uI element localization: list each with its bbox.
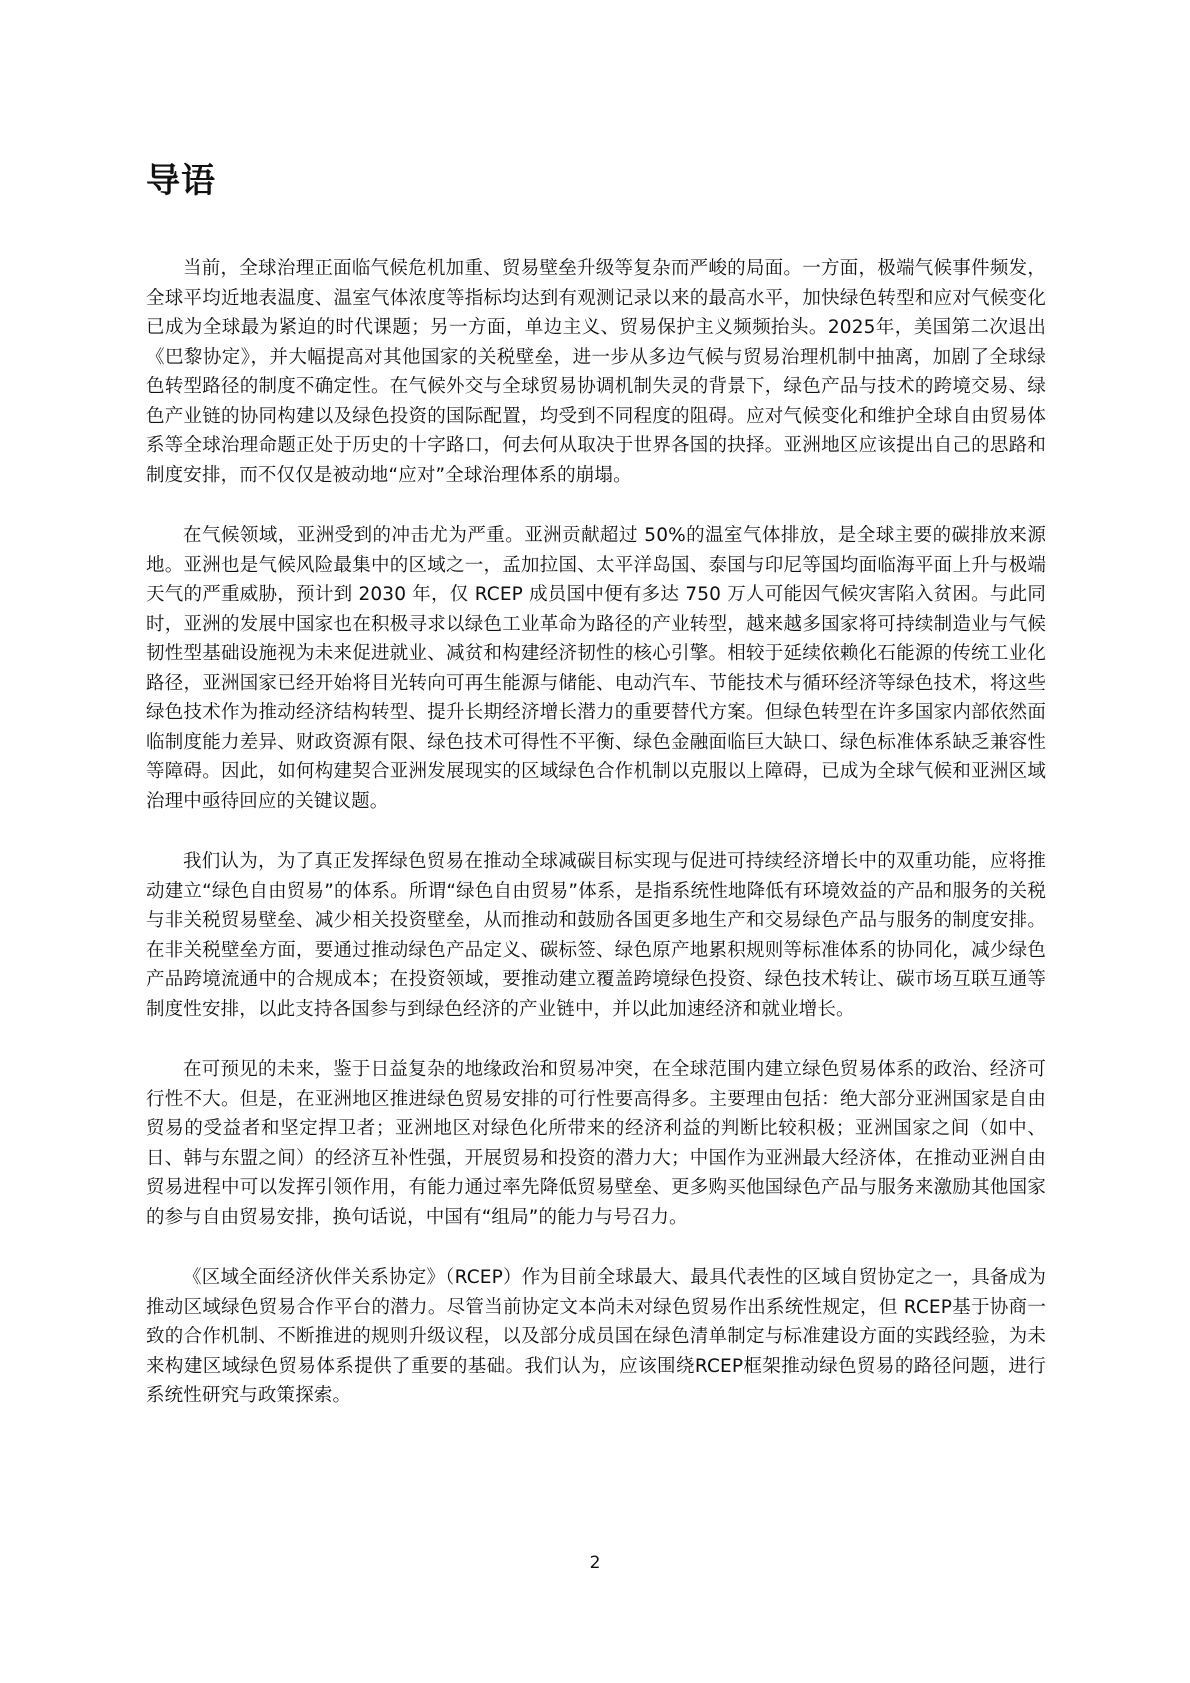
paragraph-5: 《区域全面经济伙伴关系协定》（RCEP）作为目前全球最大、最具代表性的区域自贸协定之一，具备成为推动区域绿色贸易合作平台的潜力。尽管当前协定文本尚未对绿色贸易作出系统性规定，但 RCEP基于协商一致的合作机制、不断推进的规则升级议程，以及部分成员国在绿色清单制定与标准建设方面的实践经验，为未来构建区域绿色贸易体系提供了重要的基础。我们认为，应该围绕RCEP框架推动绿色贸易的路径问题，进行系统性研究与政策探索。 (146, 1267, 1046, 1406)
paragraph-1: 当前，全球治理正面临气候危机加重、贸易壁垒升级等复杂而严峻的局面。一方面，极端气候事件频发，全球平均近地表温度、温室气体浓度等指标均达到有观测记录以来的最高水平，加快绿色转型和应对气候变化已成为全球最为紧迫的时代课题；另一方面，单边主义、贸易保护主义频频抬头。2025年，美国第二次退出《巴黎协定》，并大幅提高对其他国家的关税壁垒，进一步从多边气候与贸易治理机制中抽离，加剧了全球绿色转型路径的制度不确定性。在气候外交与全球贸易协调机制失灵的背景下，绿色产品与技术的跨境交易、绿色产业链的协同构建以及绿色投资的国际配置，均受到不同程度的阻碍。应对气候变化和维护全球自由贸易体系等全球治理命题正处于历史的十字路口，何去何从取决于世界各国的抉择。亚洲地区应该提出自己的思路和制度安排，而不仅仅是被动地“应对”全球治理体系的崩塌。 (146, 258, 1046, 486)
page-number: 2 (589, 1553, 601, 1573)
paragraph-3: 我们认为，为了真正发挥绿色贸易在推动全球减碳目标实现与促进可持续经济增长中的双重功能，应将推动建立“绿色自由贸易”的体系。所谓“绿色自由贸易”体系，是指系统性地降低有环境效益的产品和服务的关税与非关税贸易壁垒、减少相关投资壁垒，从而推动和鼓励各国更多地生产和交易绿色产品与服务的制度安排。在非关税壁垒方面，要通过推动绿色产品定义、碳标签、绿色原产地累积规则等标准体系的协同化，减少绿色产品跨境流通中的合规成本；在投资领域，要推动建立覆盖跨境绿色投资、绿色技术转让、碳市场互联互通等制度性安排，以此支持各国参与到绿色经济的产业链中，并以此加速经济和就业增长。 (146, 851, 1046, 1020)
paragraph-2: 在气候领域，亚洲受到的冲击尤为严重。亚洲贡献超过 50%的温室气体排放，是全球主要的碳排放来源地。亚洲也是气候风险最集中的区域之一，孟加拉国、太平洋岛国、泰国与印尼等国均面临海平面上升与极端天气的严重威胁，预计到 2030 年，仅 RCEP 成员国中便有多达 750 万人可能因气候灾害陷入贫困。与此同时，亚洲的发展中国家也在积极寻求以绿色工业革命为路径的产业转型，越来越多国家将可持续制造业与气候韧性型基础设施视为未来促进就业、减贫和构建经济韧性的核心引擎。相较于延续依赖化石能源的传统工业化路径，亚洲国家已经开始将目光转向可再生能源与储能、电动汽车、节能技术与循环经济等绿色技术，将这些绿色技术作为推动经济结构转型、提升长期经济增长潜力的重要替代方案。但绿色转型在许多国家内部依然面临制度能力差异、财政资源有限、绿色技术可得性不平衡、绿色金融面临巨大缺口、绿色标准体系缺乏兼容性等障碍。因此，如何构建契合亚洲发展现实的区域绿色合作机制以克服以上障碍，已成为全球气候和亚洲区域治理中亟待回应的关键议题。 (146, 525, 1046, 812)
body-text (146, 254, 1046, 1442)
paragraph-4: 在可预见的未来，鉴于日益复杂的地缘政治和贸易冲突，在全球范围内建立绿色贸易体系的政治、经济可行性不大。但是，在亚洲地区推进绿色贸易安排的可行性要高得多。主要理由包括：绝大部分亚洲国家是自由贸易的受益者和坚定捍卫者；亚洲地区对绿色化所带来的经济利益的判断比较积极；亚洲国家之间（如中、日、韩与东盟之间）的经济互补性强，开展贸易和投资的潜力大；中国作为亚洲最大经济体，在推动亚洲自由贸易进程中可以发挥引领作用，有能力通过率先降低贸易壁垒、更多购买他国绿色产品与服务来激励其他国家的参与自由贸易安排，换句话说，中国有“组局”的能力与号召力。 (146, 1059, 1046, 1228)
section-heading: 导语 (146, 161, 216, 201)
